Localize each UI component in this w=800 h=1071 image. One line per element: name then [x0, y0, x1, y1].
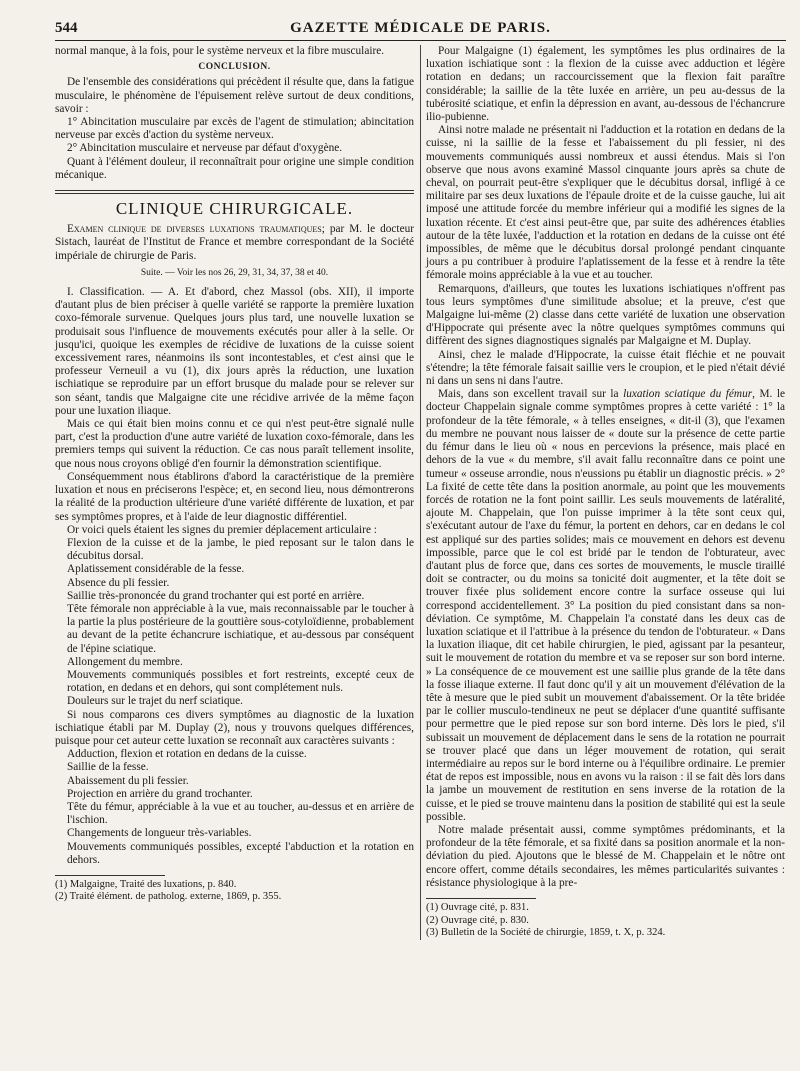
paragraph: Ainsi, chez le malade d'Hippocrate, la cuisse était fléchie et ne pouvait s'étendre; la tête fémorale faisait saillie vers le croupion, et le pied n'était dévié ni dans un sens ni dans l'autre. [426, 348, 785, 388]
list-item: Changements de longueur très-variables. [67, 827, 252, 840]
paragraph: Si nous comparons ces divers symptômes au diagnostic de la luxation ischiatique établi par M. Duplay (2), nous y trouvons quelques différences, puisque pour cet auteur cette luxation se reconnaît aux caractères suivants : [55, 708, 414, 747]
section-title: CLINIQUE CHIRURGICALE. [115, 199, 354, 219]
paragraph: Pour Malgaigne (1) également, les symptômes les plus ordinaires de la luxation ischiatique sont : la flexion de la cuisse avec adduction et légère rotation en dedans; un raccourcissement que la flexion fait paraître considérable; la saillie de la tête luxée en arrière, un peu au-dessus de la tubérosité sciatique, et enfin la dépression en avant, au-dessous de l'échancrure ilio-pubienne. [426, 45, 785, 124]
list-item: Projection en arrière du grand trochanter. [67, 787, 253, 800]
italic-title: luxation sciatique du fémur [623, 388, 753, 401]
list-item: Tête du fémur, appréciable à la vue et au toucher, au-dessus et en arrière de l'ischion. [67, 800, 414, 827]
footnote: (3) Bulletin de la Société de chirurgie, 1859, t. X, p. 324. [426, 927, 666, 938]
paragraph: Ainsi notre malade ne présentait ni l'adduction et la rotation en dedans de la cuisse, ni la saillie de la fesse et l'abaissement du pli fessier, ni des mouvements communiqués aussi nombreux et aussi étendus. Mais si l'on observe que nous avons examiné Massol cinquante jours après sa chute de cheval, on pourrait peut-être s'expliquer que le décubitus dorsal, infligé à ce militaire par ses deux luxations de l'épaule droite et de la cuisse gauche, lui ait imposé une attitude forcée du membre inférieur qui a modifié les signes de la luxation récente. Et c'est ainsi peut-être que, par suite des adhérences établies autour de la tête luxée, l'adduction et la rotation en dedans de la cuisse ont été impossibles, de même que le décubitus dorsal prolongé pendant cinquante jours a pu contribuer à produire l'aplatissement de la fesse et à rendre la tête fémorale moins appréciable à la vue et au toucher. [426, 124, 785, 282]
right-column [426, 45, 785, 940]
paragraph: Remarquons, d'ailleurs, que toutes les luxations ischiatiques n'offrent pas tous leurs symptômes d'une similitude absolue; et la preuve, c'est que Malgaigne lui-même (2) classe dans cette variété de luxation une observation d'Hippocrate qui présente avec la nôtre quelques symptômes communs qui diffèrent des signes diagnostiques signalés par Malgaigne et M. Duplay. [426, 282, 785, 348]
footnote: (1) Ouvrage cité, p. 831. [426, 902, 529, 913]
paragraph [426, 388, 785, 824]
list-item: Allongement du membre. [67, 655, 183, 668]
list-item: Tête fémorale non appréciable à la vue, mais reconnaissable par le toucher à la partie la plus postérieure de la gouttière sous-cotyloïdienne, probablement au devant de la petite échancrure ischiatique, et au-dessous par conséquent de l'épine sciatique. [67, 602, 414, 655]
text-run: , M. le docteur Chappelain signale comme symptômes propres à cette variété : 1° la profondeur de la tête fémorale, « à telles enseignes, « dit-il (3), que l'examen du membre ne pouvant nous laisser de « doute sur la présence de cette partie du fémur dans le lieu où « nous en percevions la présence, mais placé en dehors de la vue « du membre, s'il avait fallu reconnaître dans ce point une tumeur « osseuse arrondie, nous n'eussions pu établir un diagnostic précis. » 2° La fixité de cette tête dans la position anormale, au point que les mouvements forcés de rotation ne la font point saillir. Les seuls mouvements de latéralité, ajoute M. Chappelain, que l'on puisse imprimer à la tête sont ceux qui, s'exécutant autour de l'axe du fémur, la portent en dehors, car en dedans le col est appliqué sur des parties solides; mais ce mouvement en dehors est devenu impossible, parce que le col est bridé par le tendon de l'obturateur, avec d'autant plus de force que, dans ces sortes de mouvements, le muscle tiraillé doit se contracter, ou du moins sa tonicité doit augmenter, et la tête doit se trouver fixée plus solidement encore contre la surface osseuse qui lui correspond accidentellement. 3° La position du pied consistant dans sa non-déviation. Ce symptôme, M. Chappelain l'a constaté dans les deux cas de luxation sciatique et il l'attribue à la présence du tendon de l'obturateur. « Dans la luxation iliaque, dit cet habile chirurgien, le pied, agissant par la pesanteur, suit le mouvement de rotation du membre et va se reposer sur son bord interne. » La conséquence de ce mouvement est une saillie plus grande de la tête dans la fosse iliaque externe. Il faut donc qu'il y ait un mouvement d'élévation de la tête à mesure que le pied subit un mouvement d'abaissement. Or la tête bridée par le collier musculo-tendineux ne peut se déplacer d'une quantité suffisante pour permettre que le pied repose sur son bord interne. Dès lors le pied, s'il subissait un mouvement de déplacement dans le sens de la rotation ne pourrait se trouver placé que dans un léger mouvement de rotation, qui serait intermédiaire au repos sur le bord interne ou à l'équilibre ordinaire. Le premier état de repos est impossible, nous en avons vu la raison : il se fait dès lors dans la jambe un mouvement de restitution en sens inverse de la rotation de la cuisse, et le pied se trouve maintenu dans la position de stabilité qui est la seule possible. [426, 388, 786, 823]
paragraph: normal manque, à la fois, pour le système nerveux et la fibre musculaire. [55, 45, 385, 57]
section-rule-bottom [55, 193, 414, 194]
journal-title: GAZETTE MÉDICALE DE PARIS. [290, 20, 551, 36]
page-number: 544 [55, 20, 78, 36]
list-item: Flexion de la cuisse et de la jambe, le pied reposant sur le talon dans le décubitus dorsal. [67, 536, 414, 563]
article-byline [55, 223, 414, 263]
paragraph: 1° Abincitation musculaire par excès de l'agent de stimulation; abincitation nerveuse par excès d'action du système nerveux. [55, 116, 414, 142]
left-column [55, 45, 414, 940]
paragraph: Or voici quels étaient les signes du premier déplacement articulaire : [67, 523, 377, 536]
paragraph: De l'ensemble des considérations qui précèdent il résulte que, dans la fatigue musculaire, le phénomène de l'épuisement relève surtout de deux conditions, savoir : [55, 76, 414, 115]
text-run: Mais, dans son excellent travail sur la [438, 388, 624, 401]
list-item: Mouvements communiqués possibles, excepté l'abduction et la rotation en dehors. [67, 840, 414, 866]
paragraph: Notre malade présentait aussi, comme symptômes prédominants, et la profondeur de la tête fémorale, et sa fixité dans sa position anormale et la non-déviation du pied. Ajoutons que le blessé de M. Chappelain et le nôtre ont encore offert, comme détails secondaires, les mêmes particularités suivantes : résistance physiologique à la pre- [426, 823, 785, 889]
list-item: Saillie très-prononcée du grand trochanter qui est porté en arrière. [67, 589, 365, 602]
section-rule-top [55, 190, 414, 191]
two-column-body [55, 45, 786, 940]
running-header [55, 20, 786, 41]
footnote: (2) Traité élément. de patholog. externe, 1869, p. 355. [55, 891, 282, 903]
article-title: Examen clinique de diverses luxations traumatiques [67, 223, 322, 236]
paragraph: I. Classification. — A. Et d'abord, chez Massol (obs. XII), il importe d'autant plus de bien préciser à quelle variété se rapporte la première luxation coxo-fémorale survenue. Quelques jours plus tard, une nouvelle luxation se produisait sous l'influence de mouvements exécutés pour aller à la selle. Or jusqu'ici, quoique les exemples de récidive de luxations de la cuisse soient excessivement rares, néanmoins ils sont incontestables, et c'est ainsi que le professeur Verneuil a vu (1), dix jours après la réduction, une luxation ischiatique se reproduire par un effort brusque du malade pour se relever sur son séant, tandis que Malgaigne cite une récidive arrivée de la même façon pour une luxation iliaque. [55, 286, 414, 417]
list-item: Douleurs sur le trajet du nerf sciatique. [67, 695, 243, 708]
footnote: (1) Malgaigne, Traité des luxations, p. 840. [55, 878, 237, 890]
list-item: Adduction, flexion et rotation en dedans de la cuisse. [67, 748, 307, 761]
article-author: ; par M. le docteur Sistach, lauréat de l'Institut de France et membre correspondant de la Société impériale de chirurgie de Paris. [55, 223, 414, 262]
footnote-rule [426, 898, 536, 899]
paragraph: Conséquemment nous établirons d'abord la caractéristique de la première luxation et nous en préciserons l'espèce; et, en second lieu, nous démontrerons la réalité de la production ultérieure d'une variété différente de luxation, et par ses symptômes propres, et à l'aide de leur diagnostic différentiel. [55, 470, 414, 523]
column-divider [420, 45, 421, 940]
footnote: (2) Ouvrage cité, p. 830. [426, 914, 529, 926]
paragraph: 2° Abincitation musculaire et nerveuse par défaut d'oxygène. [67, 142, 343, 155]
list-item: Absence du pli fessier. [67, 576, 170, 589]
conclusion-heading: CONCLUSION. [198, 62, 271, 73]
list-item: Aplatissement considérable de la fesse. [67, 563, 245, 576]
footnote-rule [55, 875, 165, 876]
list-item: Saillie de la fesse. [67, 761, 149, 774]
paragraph: Quant à l'élément douleur, il reconnaîtrait pour origine une simple condition mécanique. [55, 155, 414, 181]
continuation-note: Suite. — Voir les nos 26, 29, 31, 34, 37, 38 et 40. [140, 267, 329, 278]
paragraph: Mais ce qui était bien moins connu et ce qui n'est peut-être signalé nulle part, c'est la production d'une autre variété de luxation coxo-fémorale, dans les premiers temps qui suivent la réduction. Ce cas nous paraît tellement insolite, que nous nous croyons obligé d'en fournir la démonstration scientifique. [55, 418, 414, 470]
list-item: Abaissement du pli fessier. [67, 774, 189, 787]
list-item: Mouvements communiqués possibles et fort restreints, excepté ceux de rotation, en dedans et en dehors, qui sont complétement nuls. [67, 668, 414, 695]
